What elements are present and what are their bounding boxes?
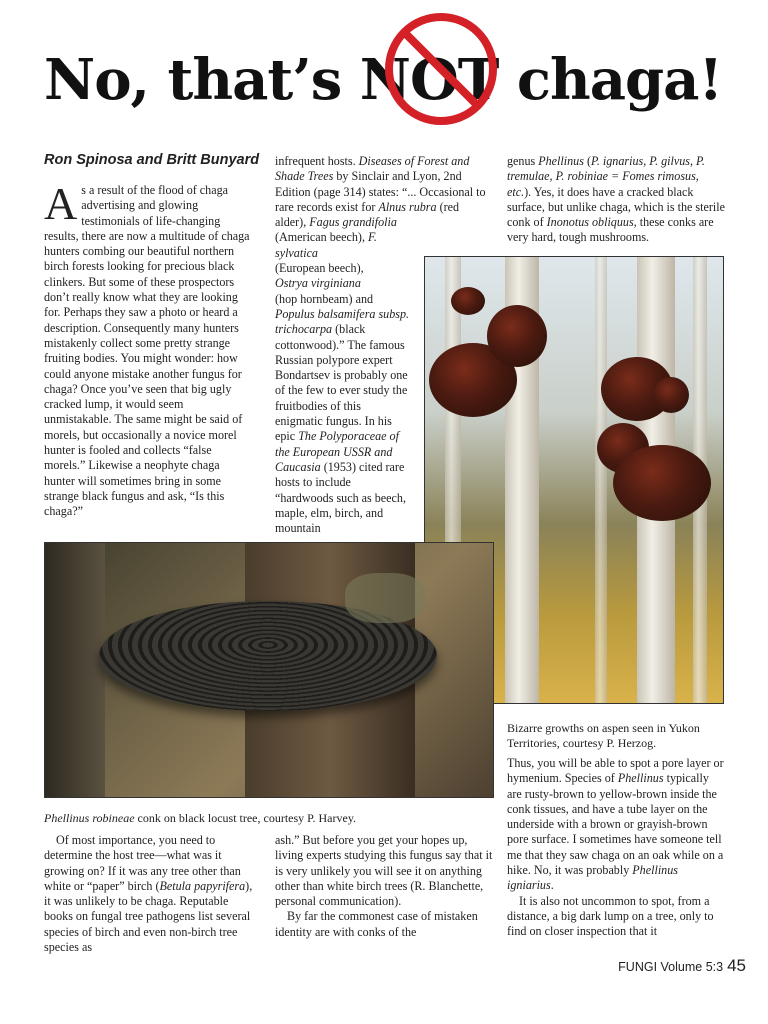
conk-photo bbox=[44, 542, 494, 798]
prohibition-sign-icon bbox=[382, 10, 500, 128]
article-title: No, that’s NOT chaga! bbox=[44, 47, 723, 113]
column-3-top: genus Phellinus (P. ignarius, P. gilvus, P. tremulae, P. robiniae = Fomes rimosus, etc.). Yes, it does have a cracked black surface, but unlike chaga, which is the sterile conk of Inonotus obliquus, these conks are very hard, tough mushrooms. bbox=[507, 154, 725, 245]
bottom-column-1: Of most importance, you need to determine the host tree—what was it growing on? If it was any tree other than white or “paper” birch (Betula papyrifera), it was unlikely to be chaga. Reputable books on fungal tree pathogens list several species of birch and even non-birch tree species as bbox=[44, 833, 253, 955]
page-number: 45 bbox=[727, 956, 746, 975]
byline: Ron Spinosa and Britt Bunyard bbox=[44, 152, 260, 168]
column-2: infrequent hosts. Diseases of Forest and Shade Trees by Sinclair and Lyon, 2nd Edition (page 314) states: “... Occasional to rare records exist for Alnus rubra (red alder), Fagus grandifolia (American beech), F. sylvatica (European beech), Ostrya virginiana (hop hornbeam) and Populus balsamifera subsp. trichocarpa (black cottonwood).” The famous Russian polypore expert Bondartsev is probably one of the few to ever study the fruitbodies of this enigmatic fungus. In his epic The Polyporaceae of the European USSR and Caucasia (1953) cited rare hosts to include “hardwoods such as beech, maple, elm, birch, and mountain bbox=[275, 154, 493, 536]
hosts-paragraph: infrequent hosts. Diseases of Forest and Shade Trees by Sinclair and Lyon, 2nd Edition (page 314) states: “... Occasional to rare records exist for Alnus rubra (red alder), Fagus grandifolia bbox=[275, 154, 486, 230]
drop-cap: A bbox=[44, 178, 78, 229]
bottom-column-2: ash.” But before you get your hopes up, living experts studying this fungus say that it is very unlikely you will see it on anything other than white birch trees (R. Blanchette, personal communication). By far the commonest case of mistaken identity are with conks of the bbox=[275, 833, 493, 939]
intro-paragraph: As a result of the flood of chaga advertising and glowing testimonials of life-changing results, there are now a multitude of chaga hunters combing our beautiful northern birch forests looking for precious black clinkers. But some of these prospectors don’t really know what they are looking for. Perhaps they saw a photo or heard a description. Consequently many hunters mistakenly collect some pretty strange fruiting bodies. You might wonder: how could anyone mistake another fungus for chaga? Once you’ve seen that big ugly cracked lump, it would seem unmistakable. The same might be said of morels, but occasionally a novice morel hunter is fooled and collects “false morels.” Likewise a neophyte chaga hunter will sometimes bring in some strange black fungus and ask, “Is this chaga?” bbox=[44, 178, 250, 519]
magazine-label: FUNGI Volume 5:3 bbox=[618, 960, 724, 974]
book-title: The Polyporaceae of the European USSR and Caucasia bbox=[275, 429, 399, 474]
bottom-column-3: Thus, you will be able to spot a pore layer or hymenium. Species of Phellinus typically are rusty-brown to yellow-brown inside the conk tissues, and have a tube layer on the underside with a brown or grayish-brown pore surface. I sometimes have someone tell me that they saw chaga on an oak while on a hike. No, it was probably Phellinus igniarius. It is also not uncommon to spot, from a distance, a big dark lump on a tree, only to find on closer inspection that it bbox=[507, 756, 724, 939]
left-photo-caption: Phellinus robineae conk on black locust tree, courtesy P. Harvey. bbox=[44, 811, 357, 825]
column-1 bbox=[44, 178, 250, 520]
page-footer bbox=[618, 956, 746, 976]
right-photo-caption: Bizarre growths on aspen seen in Yukon Territories, courtesy P. Herzog. bbox=[507, 721, 700, 750]
book-title: Diseases of Forest and Shade Trees bbox=[275, 154, 470, 184]
